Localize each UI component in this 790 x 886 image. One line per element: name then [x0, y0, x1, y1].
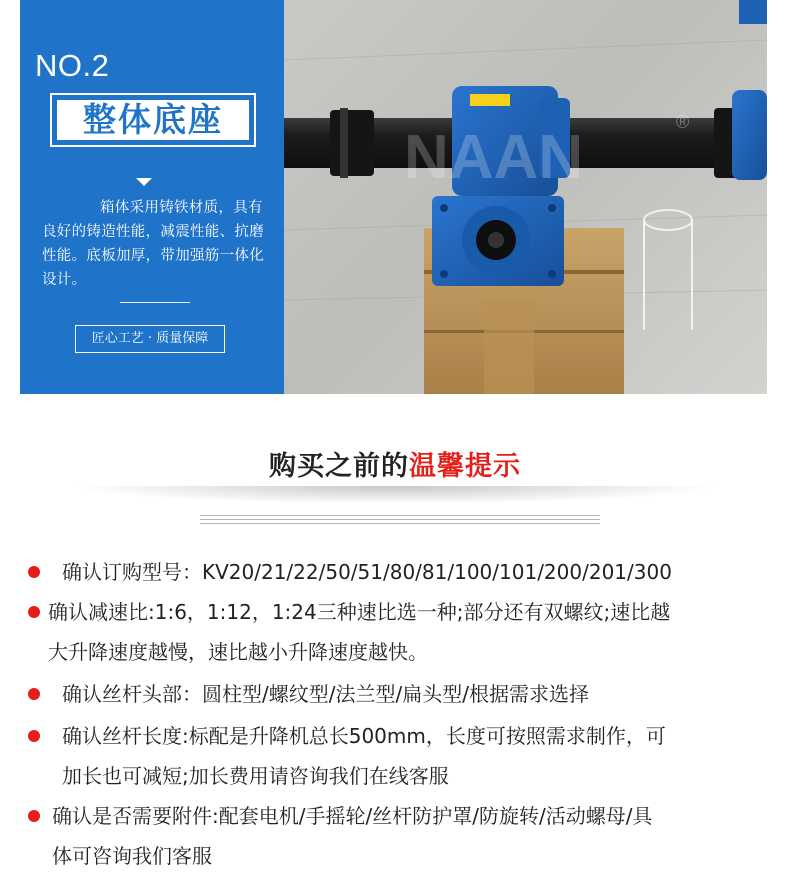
- bullet-dot-icon: [28, 810, 40, 822]
- registered-mark: ®: [676, 112, 690, 132]
- section-number: NO.2: [35, 48, 110, 83]
- bullet-dot-icon: [28, 566, 40, 578]
- tip-text-line1: 确认丝杆长度:标配是升降机总长500mm，长度可按照需求制作，可: [62, 724, 666, 748]
- bullet-dot-icon: [28, 606, 40, 618]
- title-frame: [50, 93, 256, 147]
- bullet-dot-icon: [28, 688, 40, 700]
- tip-text: 确认订购型号：KV20/21/22/50/51/80/81/100/101/200/201/300: [62, 560, 672, 584]
- product-photo: [284, 0, 767, 394]
- product-banner: [20, 0, 767, 394]
- slogan-badge: 匠心工艺 · 质量保障: [75, 325, 225, 353]
- divider: [120, 302, 190, 303]
- tip-text: 确认丝杆头部：圆柱型/螺纹型/法兰型/扁头型/根据需求选择: [62, 682, 589, 706]
- decorative-lines: [200, 512, 600, 526]
- tip-text-line2: 加长也可减短;加长费用请咨询我们在线客服: [62, 764, 449, 788]
- feature-description: 箱体采用铸铁材质，具有良好的铸造性能，减震性能、抗磨性能。底板加厚，带加强筋一体化设计。: [42, 200, 264, 288]
- tips-heading-highlight: 温馨提示: [409, 451, 521, 482]
- tip-text-line2: 体可咨询我们客服: [52, 844, 212, 868]
- tip-text-line1: 确认减速比:1:6，1:12，1:24三种速比选一种;部分还有双螺纹;速比越: [48, 600, 671, 624]
- tips-heading: [0, 444, 790, 483]
- heading-shadow-divider: [70, 486, 720, 504]
- triangle-down-icon: [136, 178, 152, 186]
- section-title: 整体底座: [57, 100, 249, 140]
- tips-heading-prefix: 购买之前的: [269, 451, 409, 482]
- tip-text-line2: 大升降速度越慢，速比越小升降速度越快。: [48, 640, 428, 664]
- watermark-logo: NAAN: [404, 123, 584, 192]
- tip-text-line1: 确认是否需要附件:配套电机/手摇轮/丝杆防护罩/防旋转/活动螺母/具: [52, 804, 653, 828]
- gearbox-illustration: [284, 0, 767, 394]
- info-panel: [20, 0, 284, 394]
- bullet-dot-icon: [28, 730, 40, 742]
